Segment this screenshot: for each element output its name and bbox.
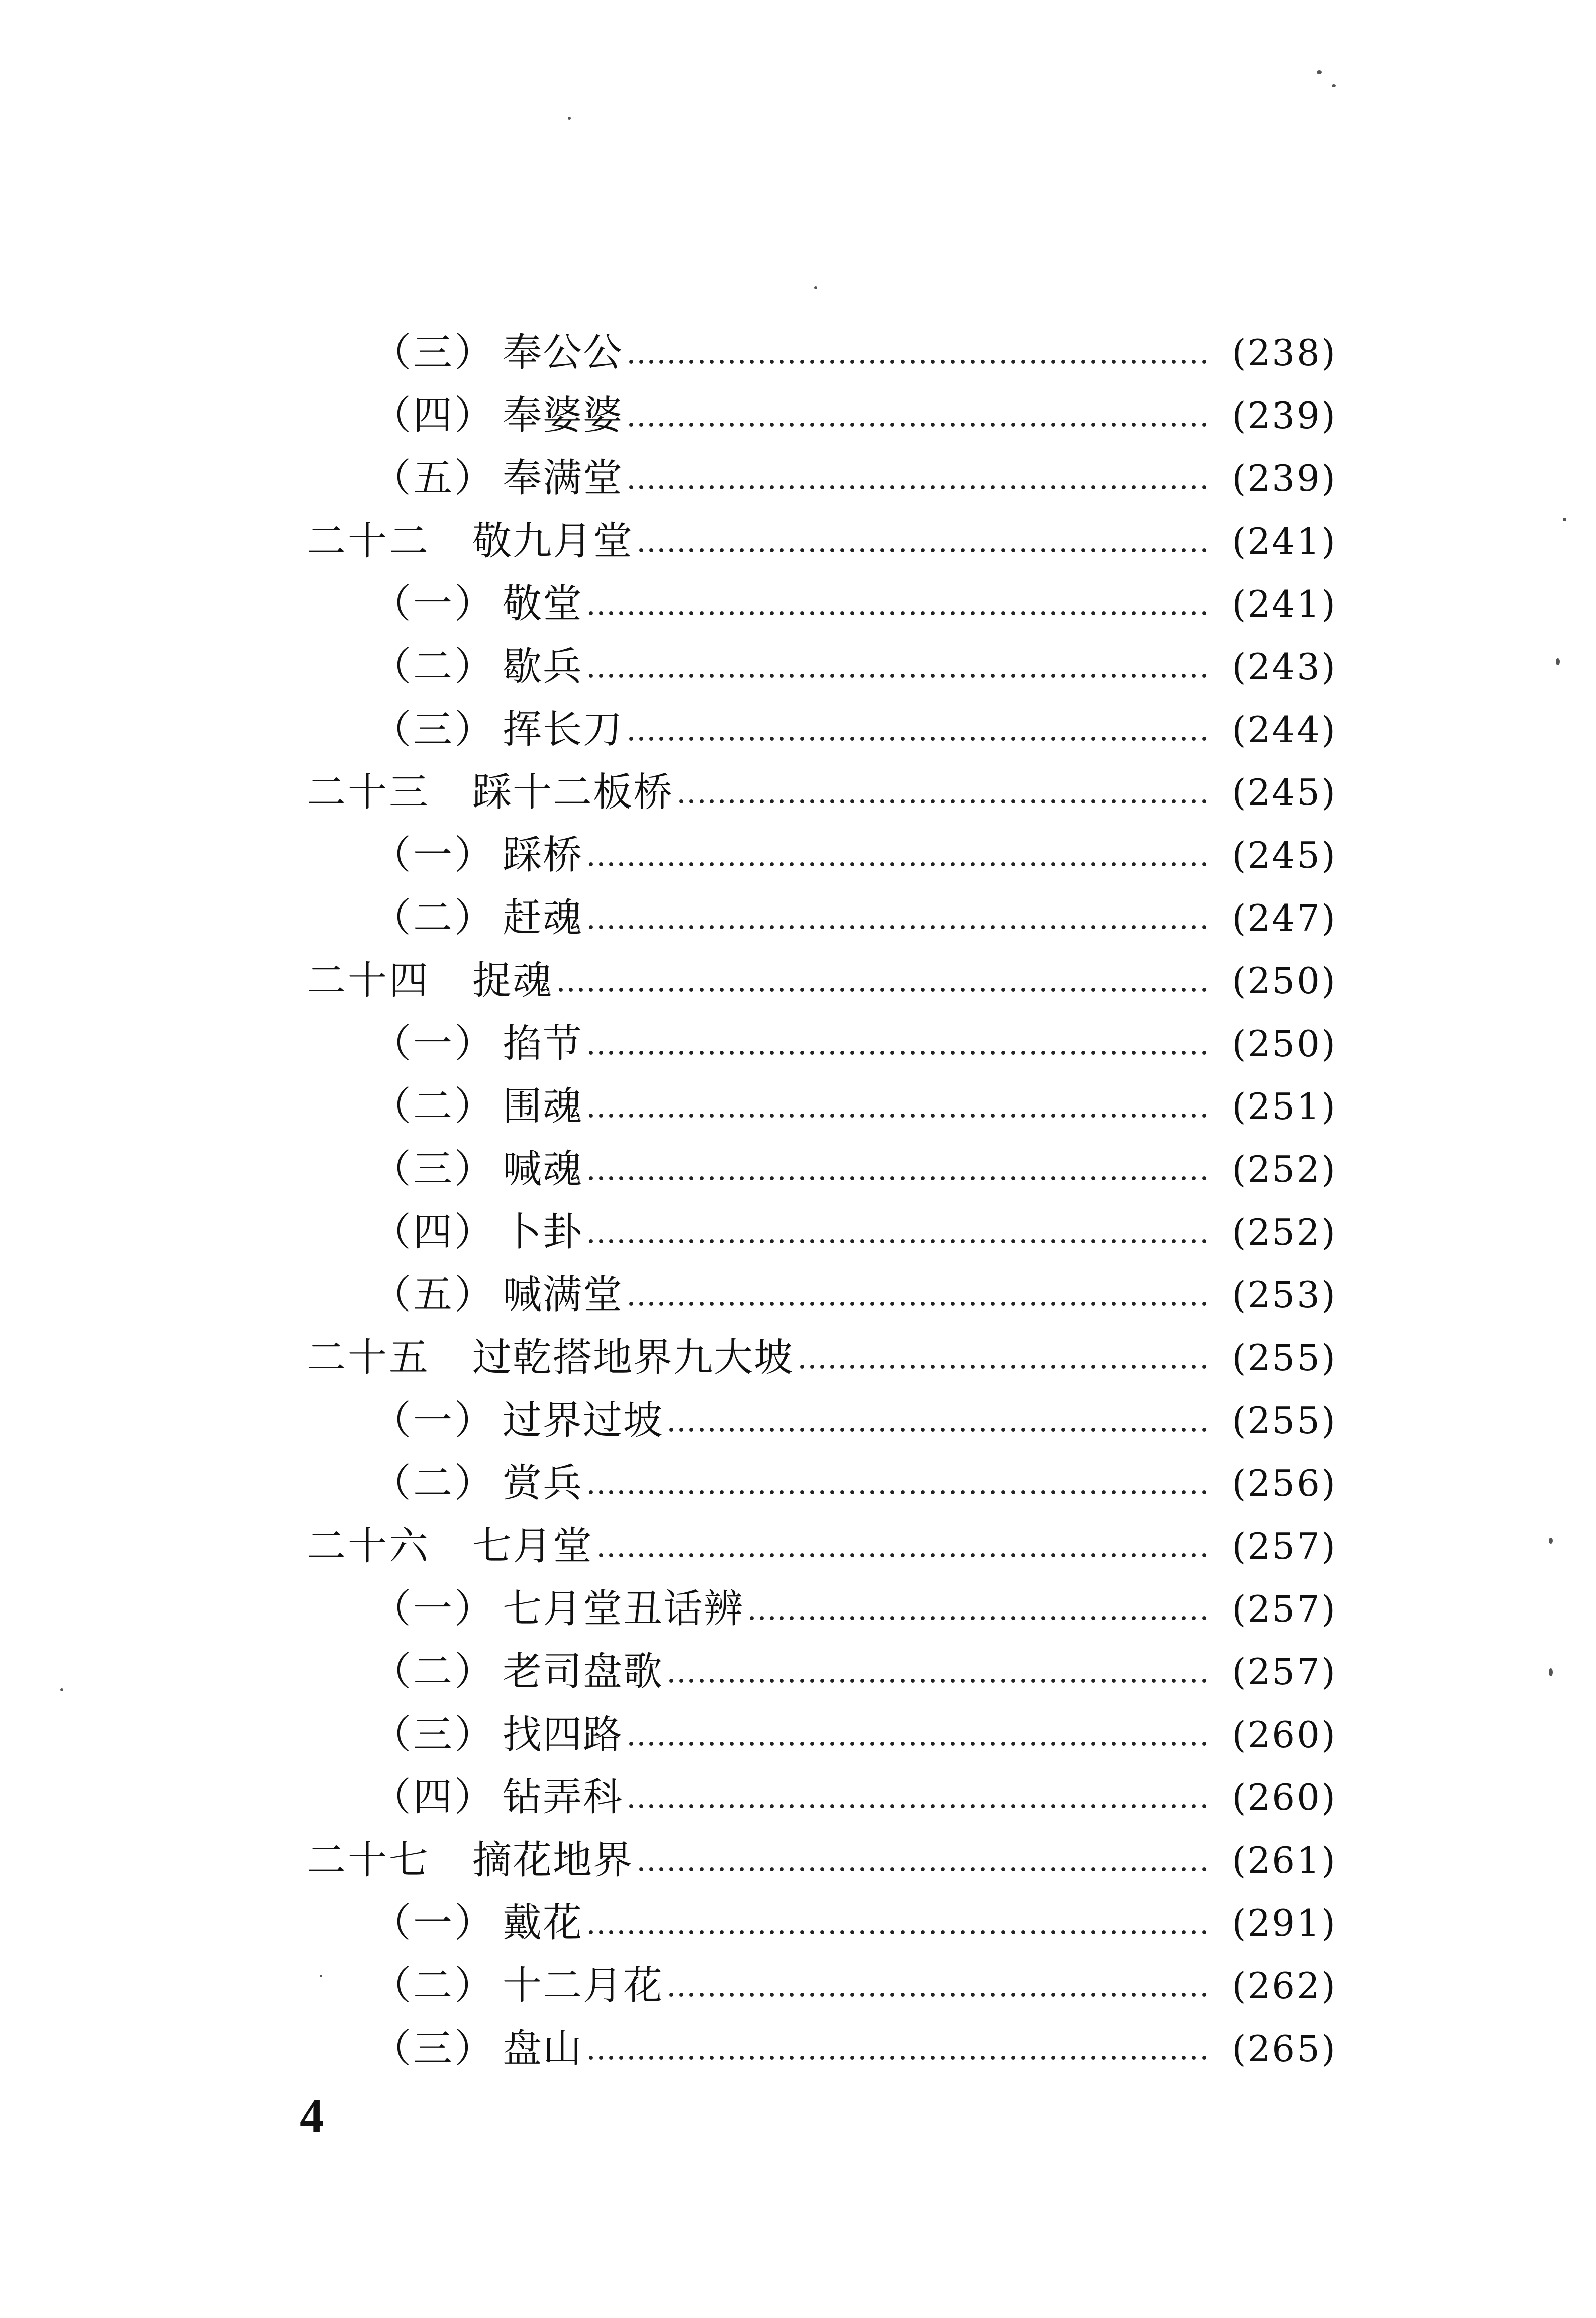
toc-entry-title: 盘山 xyxy=(503,2026,583,2071)
toc-entry-title: 钻弄科 xyxy=(503,1775,624,1820)
toc-entry-title: 卜卦 xyxy=(503,1210,583,1255)
toc-entry-page: (251) xyxy=(1232,1085,1337,1128)
toc-chapter-entry xyxy=(302,1515,1337,1578)
toc-entry-number: （一） xyxy=(372,833,496,878)
scan-speck xyxy=(1332,84,1336,87)
toc-entry xyxy=(302,573,1337,636)
toc-entry-number: （二） xyxy=(372,1963,496,2008)
toc-entry xyxy=(302,1075,1337,1138)
toc-entry-page: (245) xyxy=(1232,834,1337,876)
toc-entry xyxy=(302,887,1337,950)
toc-entry-page: (239) xyxy=(1232,457,1337,499)
toc-entry-page: (255) xyxy=(1232,1337,1337,1379)
toc-chapter-number: 二十四 xyxy=(307,958,431,1003)
toc-chapter-entry xyxy=(302,950,1337,1013)
toc-entry-page: (247) xyxy=(1232,897,1337,939)
toc-entry-page: (250) xyxy=(1232,1023,1337,1065)
toc-entry xyxy=(302,2018,1337,2080)
scan-speck xyxy=(1563,518,1566,521)
toc-entry-number: （一） xyxy=(372,1021,496,1066)
toc-chapter-number: 二十二 xyxy=(307,519,431,564)
toc-entry-title: 围魂 xyxy=(503,1084,583,1129)
toc-dot-leader xyxy=(626,422,1209,427)
toc-entry xyxy=(302,1013,1337,1075)
toc-entry-number: （二） xyxy=(372,895,496,941)
toc-entry-title: 歇兵 xyxy=(503,644,583,689)
toc-entry-page: (262) xyxy=(1232,1965,1337,2007)
toc-entry-title: 戴花 xyxy=(503,1900,583,1946)
toc-entry-title: 七月堂丑话辨 xyxy=(503,1586,744,1632)
toc-entry xyxy=(302,1641,1337,1703)
toc-entry-page: (260) xyxy=(1232,1776,1337,1819)
toc-entry-page: (265) xyxy=(1232,2028,1337,2070)
toc-chapter-title: 摘花地界 xyxy=(472,1838,634,1883)
toc-dot-leader xyxy=(626,485,1209,490)
toc-entry-page: (244) xyxy=(1232,709,1337,751)
toc-dot-leader xyxy=(626,1741,1209,1746)
toc-dot-leader xyxy=(586,1490,1209,1495)
toc-entry-number: （三） xyxy=(372,1147,496,1192)
toc-entry-number: （三） xyxy=(372,330,496,375)
toc-dot-leader xyxy=(676,799,1209,804)
toc-entry-title: 过界过坡 xyxy=(503,1398,664,1443)
toc-entry xyxy=(302,636,1337,698)
toc-entry-page: (252) xyxy=(1232,1148,1337,1190)
toc-entry xyxy=(302,1201,1337,1264)
toc-entry-title: 踩桥 xyxy=(503,833,583,878)
toc-dot-leader xyxy=(556,987,1209,992)
scan-speck xyxy=(1549,1668,1553,1676)
scan-speck xyxy=(1549,1538,1553,1544)
toc-entry-number: （四） xyxy=(372,1210,496,1255)
toc-entry-number: （三） xyxy=(372,707,496,752)
toc-entry xyxy=(302,1389,1337,1452)
toc-entry-page: (261) xyxy=(1232,1839,1337,1881)
toc-entry-number: （四） xyxy=(372,1775,496,1820)
toc-entry-number: （二） xyxy=(372,1649,496,1694)
toc-entry-page: (256) xyxy=(1232,1462,1337,1504)
toc-dot-leader xyxy=(626,736,1209,741)
toc-chapter-number: 二十三 xyxy=(307,770,431,815)
toc-dot-leader xyxy=(596,1553,1209,1558)
toc-dot-leader xyxy=(626,359,1209,364)
toc-entry-title: 老司盘歌 xyxy=(503,1649,664,1694)
toc-entry-title: 十二月花 xyxy=(503,1963,664,2008)
toc-dot-leader xyxy=(636,548,1209,553)
toc-entry xyxy=(302,1578,1337,1641)
toc-entry-page: (243) xyxy=(1232,646,1337,688)
toc-chapter-title: 踩十二板桥 xyxy=(472,770,674,815)
toc-entry-number: （一） xyxy=(372,1900,496,1946)
toc-entry xyxy=(302,1892,1337,1955)
page-number: 4 xyxy=(300,2089,324,2143)
toc-entry-title: 赏兵 xyxy=(503,1461,583,1506)
toc-chapter-entry xyxy=(302,1327,1337,1389)
scan-speck xyxy=(320,1975,322,1977)
toc-dot-leader xyxy=(586,1930,1209,1935)
toc-entry-number: （一） xyxy=(372,1398,496,1443)
toc-entry-page: (257) xyxy=(1232,1525,1337,1567)
toc-chapter-entry xyxy=(302,510,1337,573)
toc-dot-leader xyxy=(586,1113,1209,1118)
toc-chapter-number: 二十六 xyxy=(307,1524,431,1569)
toc-entry xyxy=(302,1452,1337,1515)
scan-speck xyxy=(60,1688,63,1691)
toc-entry-number: （二） xyxy=(372,1461,496,1506)
toc-chapter-title: 过乾搭地界九大坡 xyxy=(472,1335,794,1380)
toc-entry xyxy=(302,1138,1337,1201)
toc-entry-page: (252) xyxy=(1232,1211,1337,1253)
toc-chapter-title: 七月堂 xyxy=(472,1524,593,1569)
toc-entry-number: （三） xyxy=(372,2026,496,2071)
toc-entry-page: (250) xyxy=(1232,960,1337,1002)
scan-speck xyxy=(1317,70,1322,74)
scan-speck xyxy=(1556,658,1560,665)
toc-entry-title: 喊魂 xyxy=(503,1147,583,1192)
table-of-contents xyxy=(302,322,1337,2080)
toc-entry xyxy=(302,1766,1337,1829)
toc-entry-title: 奉婆婆 xyxy=(503,393,624,438)
toc-chapter-number: 二十七 xyxy=(307,1838,431,1883)
toc-entry-page: (260) xyxy=(1232,1714,1337,1756)
toc-entry-title: 奉公公 xyxy=(503,330,624,375)
toc-entry xyxy=(302,1703,1337,1766)
toc-chapter-entry xyxy=(302,761,1337,824)
toc-entry-number: （五） xyxy=(372,456,496,501)
toc-chapter-title: 捉魂 xyxy=(472,958,553,1003)
toc-dot-leader xyxy=(586,1050,1209,1055)
scan-speck xyxy=(814,286,817,289)
toc-entry-page: (255) xyxy=(1232,1399,1337,1442)
toc-entry xyxy=(302,322,1337,384)
toc-entry xyxy=(302,384,1337,447)
toc-entry-page: (291) xyxy=(1232,1902,1337,1944)
toc-chapter-number: 二十五 xyxy=(307,1335,431,1380)
toc-entry-page: (241) xyxy=(1232,520,1337,562)
toc-entry-title: 掐节 xyxy=(503,1021,583,1066)
toc-entry-title: 喊满堂 xyxy=(503,1272,624,1318)
toc-entry-page: (238) xyxy=(1232,332,1337,374)
scan-speck xyxy=(568,117,571,120)
toc-dot-leader xyxy=(666,1678,1209,1683)
toc-entry-page: (257) xyxy=(1232,1588,1337,1630)
toc-entry xyxy=(302,447,1337,510)
toc-entry xyxy=(302,1955,1337,2018)
toc-entry xyxy=(302,824,1337,887)
toc-entry-number: （五） xyxy=(372,1272,496,1318)
toc-dot-leader xyxy=(666,1427,1209,1432)
toc-dot-leader xyxy=(586,1239,1209,1244)
toc-dot-leader xyxy=(747,1616,1209,1621)
toc-entry-page: (245) xyxy=(1232,771,1337,814)
toc-entry-number: （一） xyxy=(372,581,496,627)
toc-entry-number: （二） xyxy=(372,1084,496,1129)
toc-entry-number: （三） xyxy=(372,1712,496,1757)
toc-entry xyxy=(302,1264,1337,1327)
toc-chapter-entry xyxy=(302,1829,1337,1892)
toc-dot-leader xyxy=(586,673,1209,678)
toc-entry-number: （二） xyxy=(372,644,496,689)
toc-entry-title: 赶魂 xyxy=(503,895,583,941)
toc-entry-page: (241) xyxy=(1232,583,1337,625)
toc-entry-title: 敬堂 xyxy=(503,581,583,627)
toc-dot-leader xyxy=(666,1992,1209,1997)
toc-dot-leader xyxy=(636,1867,1209,1872)
toc-entry-number: （四） xyxy=(372,393,496,438)
toc-entry-title: 奉满堂 xyxy=(503,456,624,501)
toc-dot-leader xyxy=(626,1804,1209,1809)
toc-entry-page: (257) xyxy=(1232,1651,1337,1693)
toc-dot-leader xyxy=(586,1176,1209,1181)
toc-entry-title: 找四路 xyxy=(503,1712,624,1757)
toc-dot-leader xyxy=(797,1364,1209,1369)
toc-dot-leader xyxy=(586,2055,1209,2060)
toc-entry-page: (239) xyxy=(1232,394,1337,437)
toc-dot-leader xyxy=(586,925,1209,930)
toc-chapter-title: 敬九月堂 xyxy=(472,519,634,564)
toc-dot-leader xyxy=(586,611,1209,616)
toc-dot-leader xyxy=(626,1301,1209,1306)
toc-entry-title: 挥长刀 xyxy=(503,707,624,752)
toc-dot-leader xyxy=(586,862,1209,867)
toc-entry-page: (253) xyxy=(1232,1274,1337,1316)
toc-entry-number: （一） xyxy=(372,1586,496,1632)
toc-entry xyxy=(302,698,1337,761)
